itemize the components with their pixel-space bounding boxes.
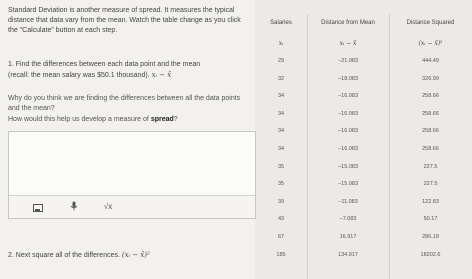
table-row — [255, 195, 472, 213]
distance-cell: −21.083 — [337, 58, 359, 64]
question-1-recall — [8, 70, 252, 81]
header-distance-squared: Distance Squared — [406, 20, 455, 26]
table-subheader — [255, 36, 472, 52]
distance-squared-cell: 227.5 — [423, 181, 438, 188]
image-icon[interactable] — [31, 201, 45, 213]
std-dev-table — [255, 14, 472, 279]
distance-cell: −15.083 — [337, 181, 359, 188]
distance-cell: −7.083 — [339, 216, 357, 223]
salary-cell: 35 — [277, 163, 285, 170]
table-row — [255, 212, 472, 230]
sqrt-button[interactable]: √x — [103, 202, 113, 211]
table-row — [255, 72, 472, 90]
table-header — [255, 14, 472, 36]
question-1-recall-math: xᵢ − x̄ — [151, 71, 172, 79]
distance-squared-cell: 258.66 — [422, 93, 439, 100]
distance-squared-cell: 326.99 — [422, 75, 439, 82]
question-1-how-suffix: ? — [173, 116, 178, 123]
distance-cell: −16.083 — [337, 110, 359, 117]
table-body — [255, 54, 472, 265]
question-2 — [8, 250, 252, 261]
question-2-math: (xᵢ − x̄)² — [121, 251, 150, 259]
answer-textbox[interactable] — [8, 131, 256, 219]
distance-cell: −16.083 — [337, 145, 359, 152]
distance-squared-cell: 227.5 — [423, 163, 438, 170]
salary-cell: 34 — [277, 110, 285, 117]
question-1-how — [8, 115, 252, 125]
table-row — [255, 160, 472, 178]
question-1-how-prefix: How would this help us develop a measure of — [8, 116, 151, 123]
question-1-how-bold: spread — [150, 116, 174, 123]
header-salaries: Salaries — [270, 20, 292, 26]
salary-cell: 32 — [277, 75, 285, 82]
distance-squared-cell: 122.83 — [422, 198, 439, 205]
distance-squared-cell: 258.66 — [422, 128, 439, 135]
table-row — [255, 142, 472, 160]
salary-cell: 29 — [277, 58, 285, 64]
distance-cell: −16.083 — [337, 128, 359, 135]
distance-cell: −16.083 — [337, 93, 359, 100]
question-2-prompt: 2. Next square all of the differences. — [8, 252, 120, 259]
salary-cell: 34 — [277, 128, 285, 135]
answer-toolbar — [9, 195, 255, 218]
distance-squared-cell: 258.66 — [422, 145, 439, 152]
salary-cell: 39 — [277, 198, 285, 205]
table-row — [255, 54, 472, 72]
salary-cell: 35 — [277, 181, 285, 188]
table-row — [255, 124, 472, 142]
distance-cell: −18.083 — [337, 75, 359, 82]
distance-squared-cell: 258.66 — [422, 110, 439, 117]
distance-cell: −11.083 — [338, 198, 358, 205]
table-row — [255, 107, 472, 125]
table-row — [255, 230, 472, 248]
table-row — [255, 248, 472, 266]
question-1-why: Why do you think we are finding the differences between all the data points and the mean? — [8, 95, 241, 112]
distance-cell: 134.917 — [338, 251, 358, 258]
distance-squared-cell: 18202.6 — [420, 251, 441, 258]
subheader-squared: (xᵢ − x̄)² — [418, 40, 443, 47]
salary-cell: 185 — [276, 251, 286, 258]
question-1-recall-text: (recall: the mean salary was $50.1 thousand). — [8, 72, 150, 79]
microphone-icon[interactable] — [67, 201, 81, 213]
table-row — [255, 89, 472, 107]
salary-cell: 34 — [277, 93, 285, 100]
header-distance: Distance from Mean — [321, 20, 375, 26]
subheader-xi-minus-mean: xᵢ − x̄ — [339, 40, 357, 47]
salary-cell: 67 — [277, 233, 285, 240]
question-1 — [8, 60, 252, 81]
distance-cell: −15.083 — [337, 163, 359, 170]
subheader-xi: xᵢ — [278, 40, 284, 47]
distance-cell: 16.917 — [339, 233, 357, 240]
salary-cell: 43 — [277, 216, 285, 223]
distance-squared-cell: 444.49 — [422, 58, 439, 64]
intro-text: Standard Deviation is another measure of spread. It measures the typical distance that data vary from the mean. Watch the table change as you click the "Calculate" button at each step. — [8, 7, 241, 34]
question-1-prompt: 1. Find the differences between each data point and the mean — [8, 61, 201, 68]
distance-squared-cell: 286.18 — [422, 233, 439, 240]
distance-squared-cell: 50.17 — [423, 216, 438, 223]
salary-cell: 34 — [277, 145, 285, 152]
table-row — [255, 177, 472, 195]
